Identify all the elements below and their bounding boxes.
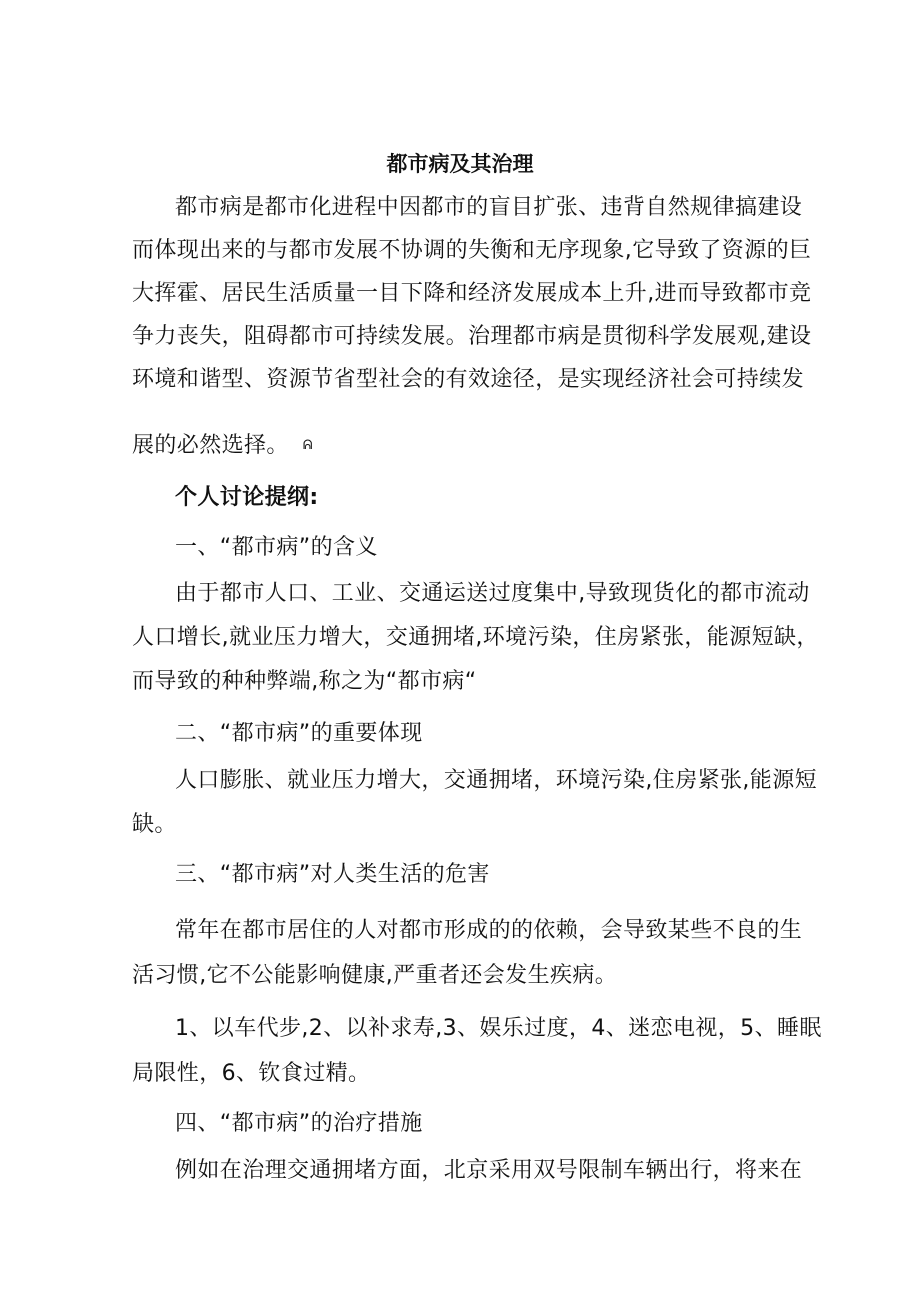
intro-line-4: 争力丧失，阻碍都市可持续发展。治理都市病是贯彻科学发展观,建设: [132, 324, 812, 349]
section-2-heading: 二、“都市病”的重要体现: [175, 721, 423, 746]
section-3-line-2: 活习惯,它不公能影响健康,严重者还会发生疾病。: [132, 963, 618, 988]
section-4-line-1: 例如在治理交通拥堵方面，北京采用双号限制车辆出行，将来在: [175, 1158, 803, 1183]
section-3-heading: 三、“都市病”对人类生活的危害: [175, 862, 490, 887]
section-1-line-3: 而导致的种种弊端,称之为“都市病“: [132, 669, 477, 694]
section-3-line-1: 常年在都市居住的人对都市形成的的依赖，会导致某些不良的生: [175, 918, 803, 943]
section-4-heading: 四、“都市病”的治疗措施: [175, 1111, 423, 1136]
intro-line-5: 环境和谐型、资源节省型社会的有效途径，是实现经济社会可持续发: [132, 367, 805, 392]
intro-line-2: 而体现出来的与都市发展不协调的失衡和无序现象,它导致了资源的巨: [132, 238, 812, 263]
section-1-heading: 一、“都市病”的含义: [175, 535, 378, 560]
section-3-list-line-2: 局限性，6、钦食过精。: [132, 1061, 371, 1086]
paragraph-mark-icon: ᕱ: [302, 438, 313, 453]
section-2-line-2: 缺。: [132, 812, 177, 837]
intro-line-1: 都市病是都市化进程中因都市的盲目扩张、违背自然规律搞建设: [175, 195, 803, 220]
outline-heading: 个人讨论提纲:: [175, 485, 319, 510]
intro-line-3: 大挥霍、居民生活质量一目下降和经济发展成本上升,进而导致都市竞: [132, 281, 812, 306]
section-1-line-1: 由于都市人口、工业、交通运送过度集中,导致现货化的都市流动: [175, 581, 810, 606]
section-2-line-1: 人口膨胀、就业压力增大，交通拥堵，环境污染,住房紧张,能源短: [175, 768, 817, 793]
intro-line-6: 展的必然选择。: [132, 433, 289, 458]
section-3-list-line-1: 1、以车代步,2、以补求寿,3、娱乐过度，4、迷恋电视，5、睡眠: [175, 1016, 822, 1041]
document-title: 都市病及其治理: [386, 152, 534, 176]
section-1-line-2: 人口增长,就业压力增大，交通拥堵,环境污染，住房紧张，能源短缺，: [132, 625, 819, 650]
intro-line-6-wrap: [132, 432, 792, 460]
